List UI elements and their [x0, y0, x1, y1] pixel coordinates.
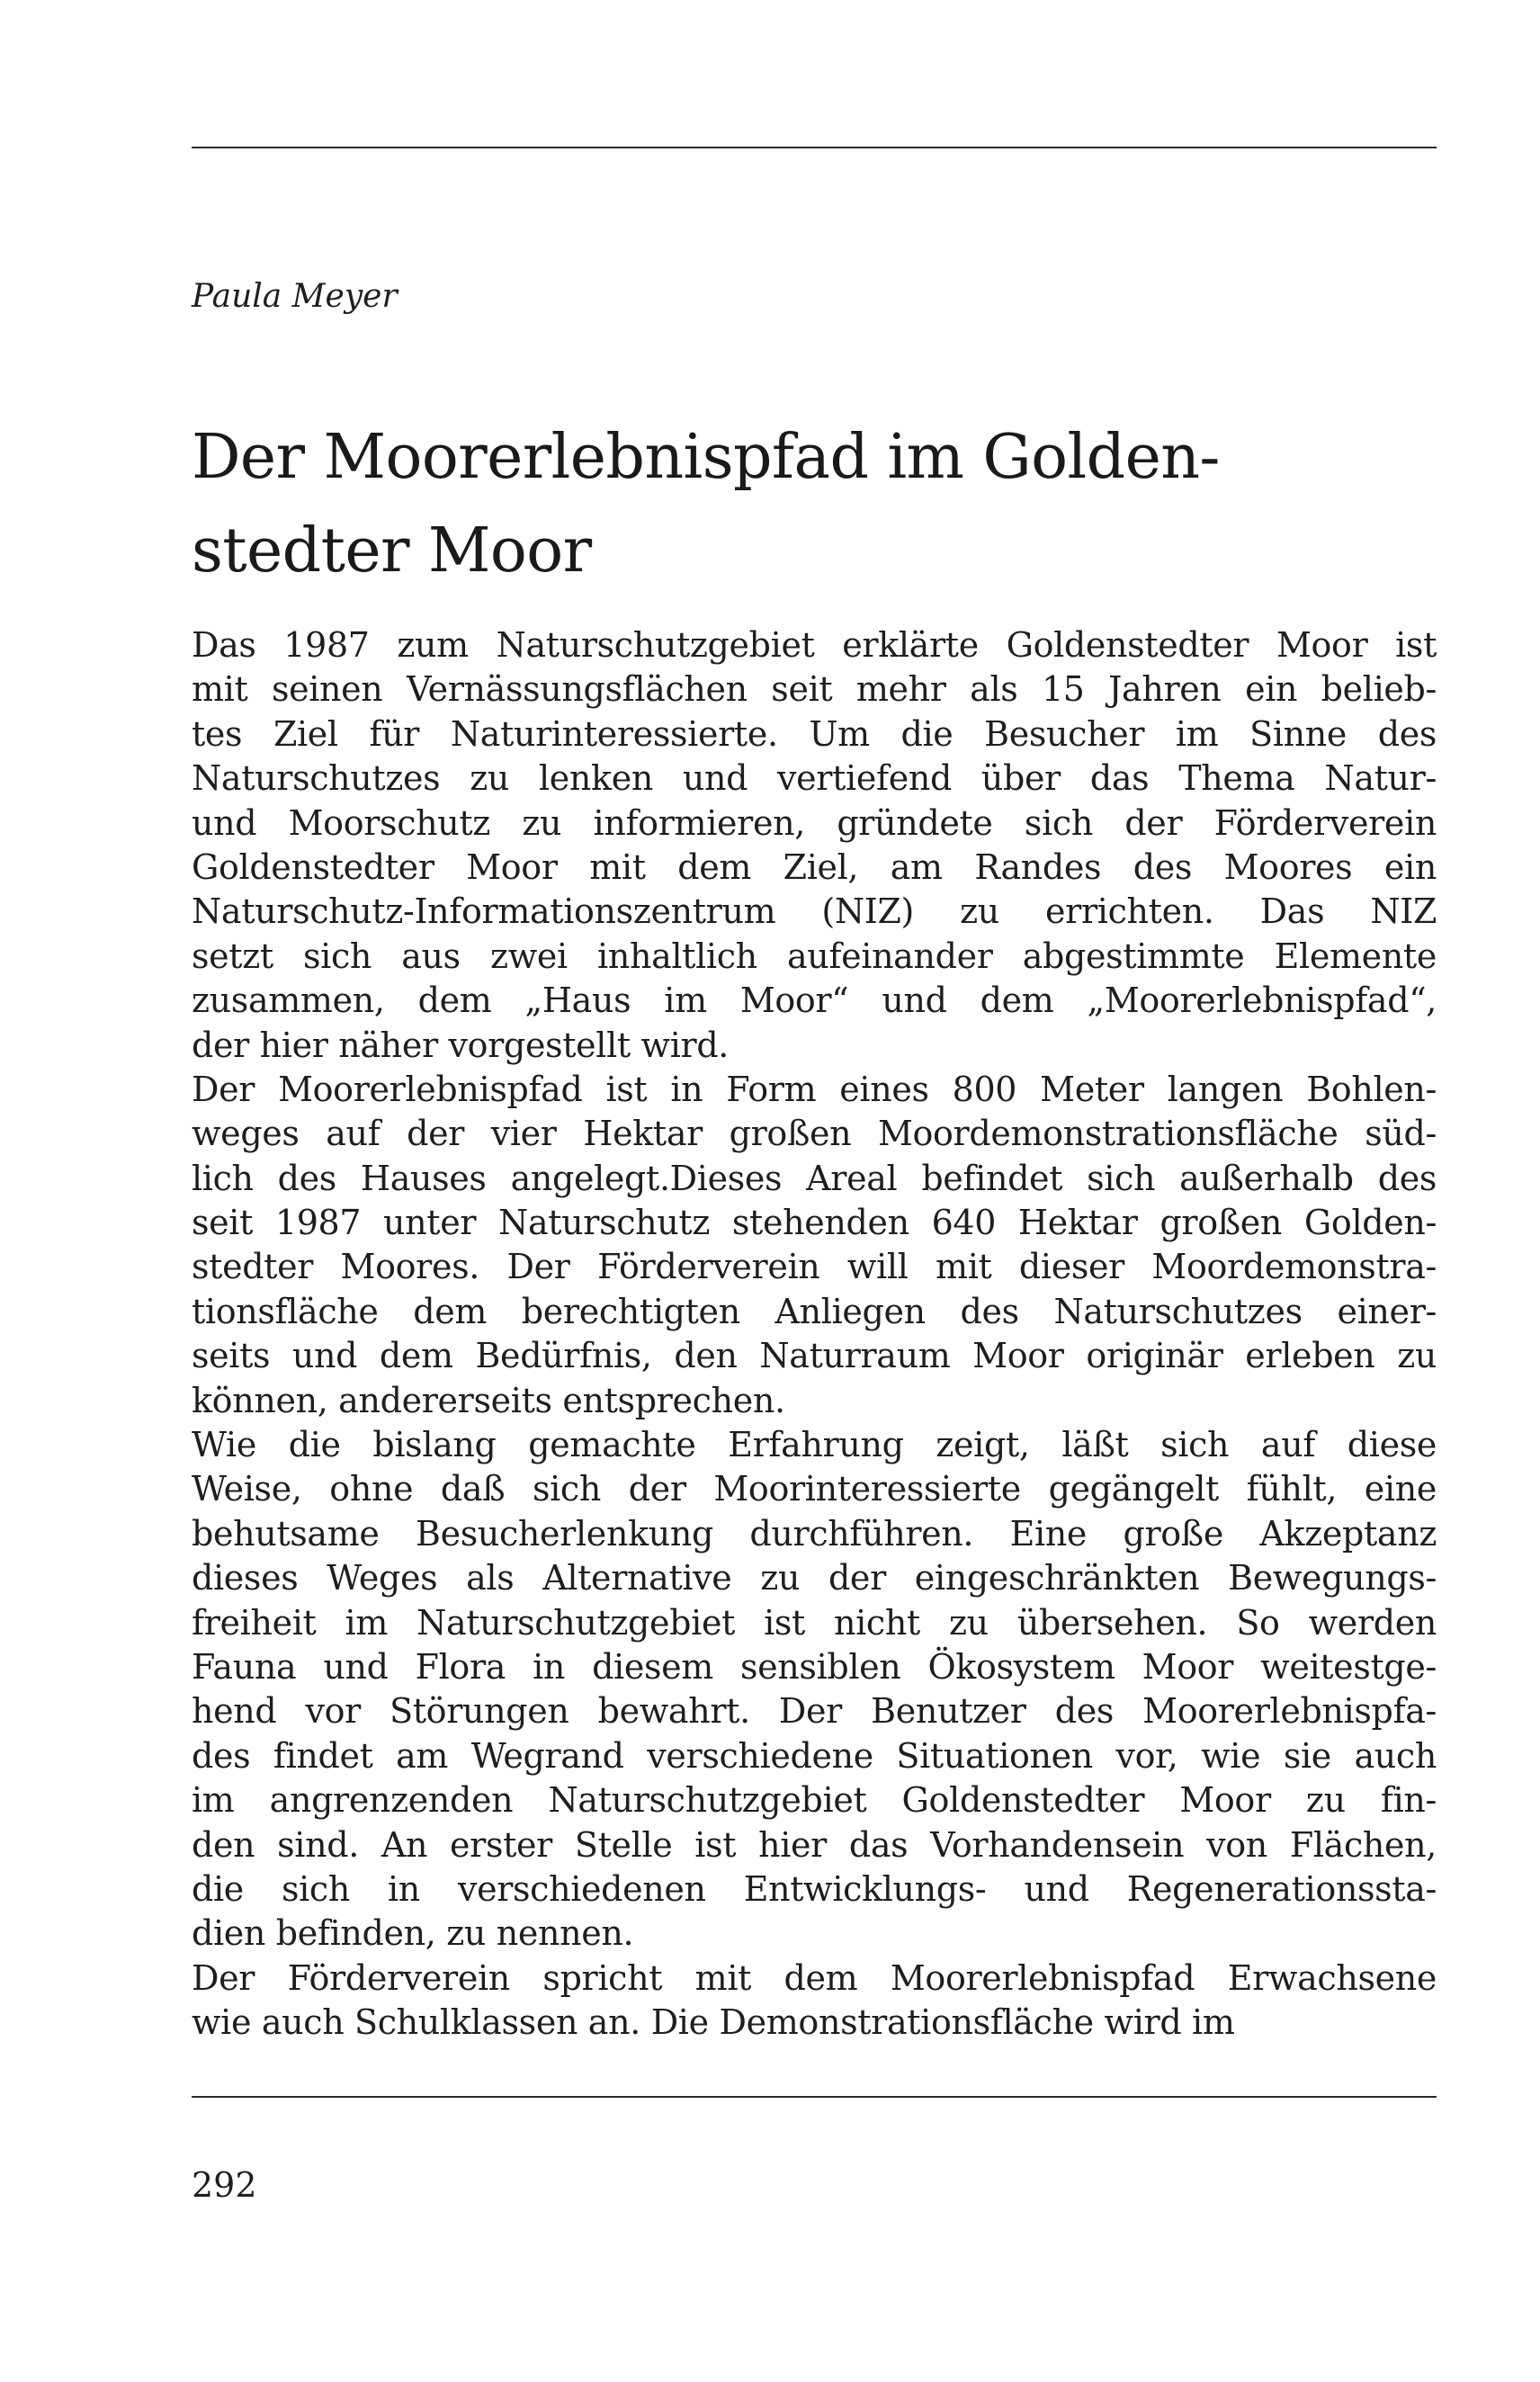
- footer-rule: [192, 2096, 1437, 2098]
- text-line: Naturschutzes zu lenken und vertiefend über das Thema Natur-: [192, 758, 1437, 799]
- paragraph: [192, 1423, 1437, 1957]
- article-title: [192, 411, 1220, 598]
- text-line: Weise, ohne daß sich der Moorinteressierte gegängelt fühlt, eine: [192, 1469, 1437, 1509]
- page-number: 292: [192, 2165, 257, 2205]
- title-line: stedter Moor: [192, 515, 592, 587]
- text-line: tionsfläche dem berechtigten Anliegen des Naturschutzes einer-: [192, 1291, 1437, 1331]
- text-line: seits und dem Bedürfnis, den Naturraum Moor originär erleben zu: [192, 1336, 1437, 1376]
- paragraph: [192, 623, 1437, 1068]
- text-line: hend vor Störungen bewahrt. Der Benutzer des Moorerlebnispfa-: [192, 1691, 1437, 1732]
- text-line: Der Moorerlebnispfad ist in Form eines 800 Meter langen Bohlen-: [192, 1069, 1437, 1109]
- paragraph: [192, 1068, 1437, 1423]
- text-line: Fauna und Flora in diesem sensiblen Ökosystem Moor weitestge-: [192, 1646, 1437, 1687]
- text-line: freiheit im Naturschutzgebiet ist nicht zu übersehen. So werden: [192, 1602, 1437, 1643]
- title-line: Der Moorerlebnispfad im Golden-: [192, 422, 1220, 493]
- text-line: Der Förderverein spricht mit dem Moorerlebnispfad Erwachsene: [192, 1957, 1437, 1998]
- text-line: mit seinen Vernässungsflächen seit mehr als 15 Jahren ein belieb-: [192, 669, 1437, 710]
- text-line: die sich in verschiedenen Entwicklungs- und Regenerationssta-: [192, 1868, 1437, 1909]
- text-line: wie auch Schulklassen an. Die Demonstrationsfläche wird im: [192, 2002, 1235, 2043]
- text-line: Naturschutz-Informationszentrum (NIZ) zu errichten. Das NIZ: [192, 891, 1437, 932]
- text-line: Wie die bislang gemachte Erfahrung zeigt, läßt sich auf diese: [192, 1425, 1437, 1465]
- paragraph: [192, 1957, 1437, 2046]
- text-line: Goldenstedter Moor mit dem Ziel, am Randes des Moores ein: [192, 846, 1437, 887]
- text-line: des findet am Wegrand verschiedene Situationen vor, wie sie auch: [192, 1735, 1437, 1776]
- text-line: setzt sich aus zwei inhaltlich aufeinander abgestimmte Elemente: [192, 936, 1437, 976]
- text-line: behutsame Besucherlenkung durchführen. Eine große Akzeptanz: [192, 1513, 1437, 1554]
- text-line: stedter Moores. Der Förderverein will mit dieser Moordemonstra-: [192, 1247, 1437, 1287]
- text-line: seit 1987 unter Naturschutz stehenden 640 Hektar großen Golden-: [192, 1203, 1437, 1243]
- article-body: [192, 623, 1437, 2046]
- text-line: weges auf der vier Hektar großen Moordemonstrationsfläche süd-: [192, 1114, 1437, 1154]
- text-line: Das 1987 zum Naturschutzgebiet erklärte Goldenstedter Moor ist: [192, 625, 1437, 665]
- text-line: tes Ziel für Naturinteressierte. Um die Besucher im Sinne des: [192, 713, 1437, 754]
- text-line: lich des Hauses angelegt.Dieses Areal befindet sich außerhalb des: [192, 1158, 1437, 1198]
- text-line: und Moorschutz zu informieren, gründete sich der Förderverein: [192, 802, 1437, 843]
- text-line: können, andererseits entsprechen.: [192, 1380, 785, 1420]
- text-line: dieses Weges als Alternative zu der eingeschränkten Bewegungs-: [192, 1558, 1437, 1598]
- author-name: Paula Meyer: [192, 278, 398, 315]
- text-line: dien befinden, zu nennen.: [192, 1913, 634, 1954]
- text-line: zusammen, dem „Haus im Moor“ und dem „Moorerlebnispfad“,: [192, 981, 1437, 1021]
- header-rule: [192, 147, 1437, 148]
- text-line: den sind. An erster Stelle ist hier das Vorhandensein von Flächen,: [192, 1824, 1437, 1865]
- text-line: der hier näher vorgestellt wird.: [192, 1025, 730, 1065]
- text-line: im angrenzenden Naturschutzgebiet Goldenstedter Moor zu fin-: [192, 1780, 1437, 1821]
